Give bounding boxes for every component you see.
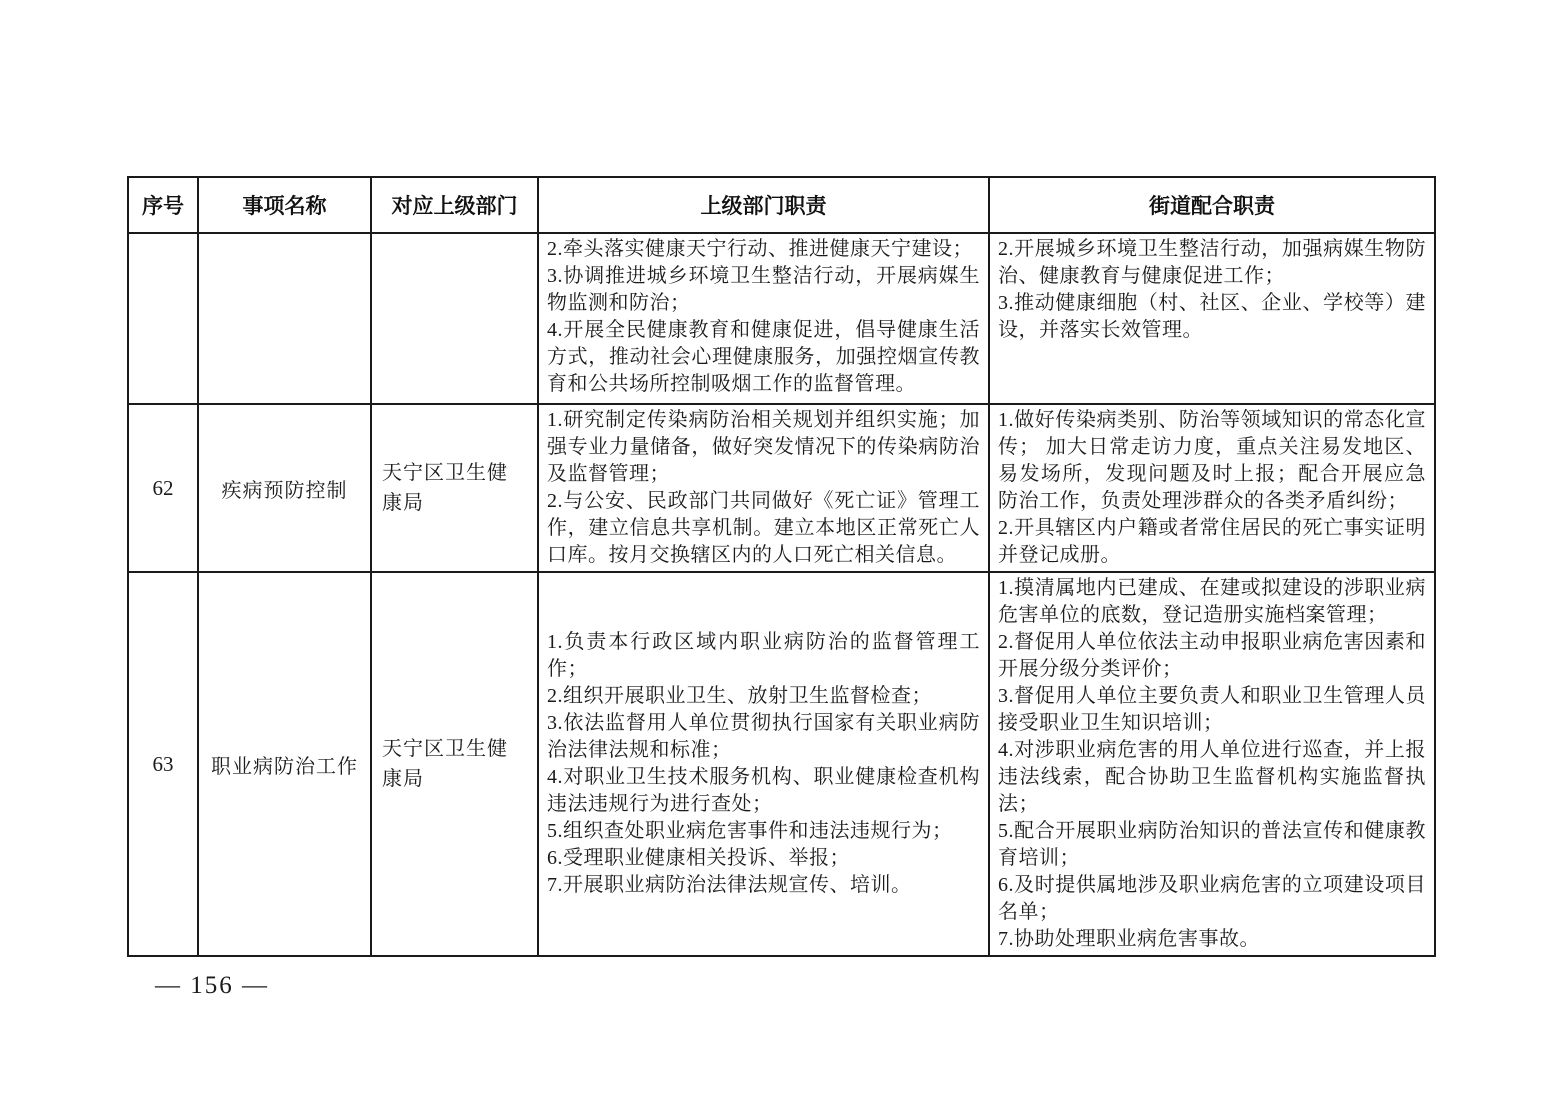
duty-paragraph: 1.摸清属地内已建成、在建或拟建设的涉职业病危害单位的底数，登记造册实施档案管理； [998, 577, 1426, 626]
table-row-continuation [128, 233, 1435, 404]
superior-duties-cell [538, 404, 989, 572]
duty-paragraph: 6.及时提供属地涉及职业病危害的立项建设项目名单； [998, 874, 1426, 923]
seq-cell: 63 [128, 572, 198, 956]
duty-paragraph: 3.推动健康细胞（村、社区、企业、学校等）建设，并落实长效管理。 [998, 292, 1426, 341]
duty-paragraph: 7.协助处理职业病危害事故。 [998, 928, 1260, 950]
page-number: — 156 — [155, 972, 269, 999]
duty-table [127, 176, 1436, 957]
table-header-row [128, 177, 1435, 233]
street-duties-cell [989, 233, 1435, 404]
duty-paragraph: 2.与公安、民政部门共同做好《死亡证》管理工作，建立信息共享机制。建立本地区正常死亡人口库。按月交换辖区内的人口死亡相关信息。 [547, 490, 980, 566]
duty-paragraph: 1.研究制定传染病防治相关规划并组织实施；加强专业力量储备，做好突发情况下的传染病防治及监督管理； [547, 409, 980, 485]
duty-paragraph: 3.协调推进城乡环境卫生整洁行动，开展病媒生物监测和防治； [547, 265, 980, 314]
table-row-62 [128, 404, 1435, 572]
duty-paragraph: 5.组织查处职业病危害事件和违法违规行为； [547, 820, 953, 842]
header-street-duties: 街道配合职责 [989, 177, 1435, 233]
duty-paragraph: 2.开展城乡环境卫生整洁行动，加强病媒生物防治、健康教育与健康促进工作； [998, 238, 1426, 287]
seq-cell [128, 233, 198, 404]
duty-paragraph: 3.依法监督用人单位贯彻执行国家有关职业病防治法律法规和标准； [547, 712, 980, 761]
duty-paragraph: 2.开具辖区内户籍或者常住居民的死亡事实证明并登记成册。 [998, 517, 1426, 566]
header-item-name: 事项名称 [198, 177, 371, 233]
duty-paragraph: 3.督促用人单位主要负责人和职业卫生管理人员接受职业卫生知识培训； [998, 685, 1426, 734]
superior-duties-cell [538, 572, 989, 956]
department-cell [371, 233, 538, 404]
duty-paragraph: 2.牵头落实健康天宁行动、推进健康天宁建设； [547, 238, 973, 260]
table-row-63 [128, 572, 1435, 956]
header-department: 对应上级部门 [371, 177, 538, 233]
duty-paragraph: 1.做好传染病类别、防治等领域知识的常态化宣传； 加大日常走访力度，重点关注易发地区、易发场所，发现问题及时上报；配合开展应急防治工作，负责处理涉群众的各类矛盾纠纷； [998, 409, 1426, 512]
item-name-cell: 疾病预防控制 [198, 404, 371, 572]
duty-paragraph: 4.开展全民健康教育和健康促进，倡导健康生活方式，推动社会心理健康服务，加强控烟宣传教育和公共场所控制吸烟工作的监督管理。 [547, 319, 980, 395]
street-duties-cell [989, 572, 1435, 956]
duty-paragraph: 4.对职业卫生技术服务机构、职业健康检查机构违法违规行为进行查处； [547, 766, 980, 815]
duty-paragraph: 2.组织开展职业卫生、放射卫生监督检查； [547, 685, 932, 707]
street-duties-cell [989, 404, 1435, 572]
duty-paragraph: 6.受理职业健康相关投诉、举报； [547, 847, 850, 869]
duty-paragraph: 5.配合开展职业病防治知识的普法宣传和健康教育培训； [998, 820, 1426, 869]
superior-duties-cell [538, 233, 989, 404]
item-name-cell: 职业病防治工作 [198, 572, 371, 956]
department-cell: 天宁区卫生健康局 [371, 572, 538, 956]
duty-paragraph: 7.开展职业病防治法律法规宣传、培训。 [547, 874, 912, 896]
department-cell: 天宁区卫生健康局 [371, 404, 538, 572]
header-superior-duties: 上级部门职责 [538, 177, 989, 233]
duty-paragraph: 4.对涉职业病危害的用人单位进行巡查，并上报违法线索，配合协助卫生监督机构实施监督执法； [998, 739, 1426, 815]
duty-paragraph: 2.督促用人单位依法主动申报职业病危害因素和开展分级分类评价； [998, 631, 1426, 680]
seq-cell: 62 [128, 404, 198, 572]
header-seq: 序号 [128, 177, 198, 233]
item-name-cell [198, 233, 371, 404]
duty-paragraph: 1.负责本行政区域内职业病防治的监督管理工作； [547, 631, 980, 680]
